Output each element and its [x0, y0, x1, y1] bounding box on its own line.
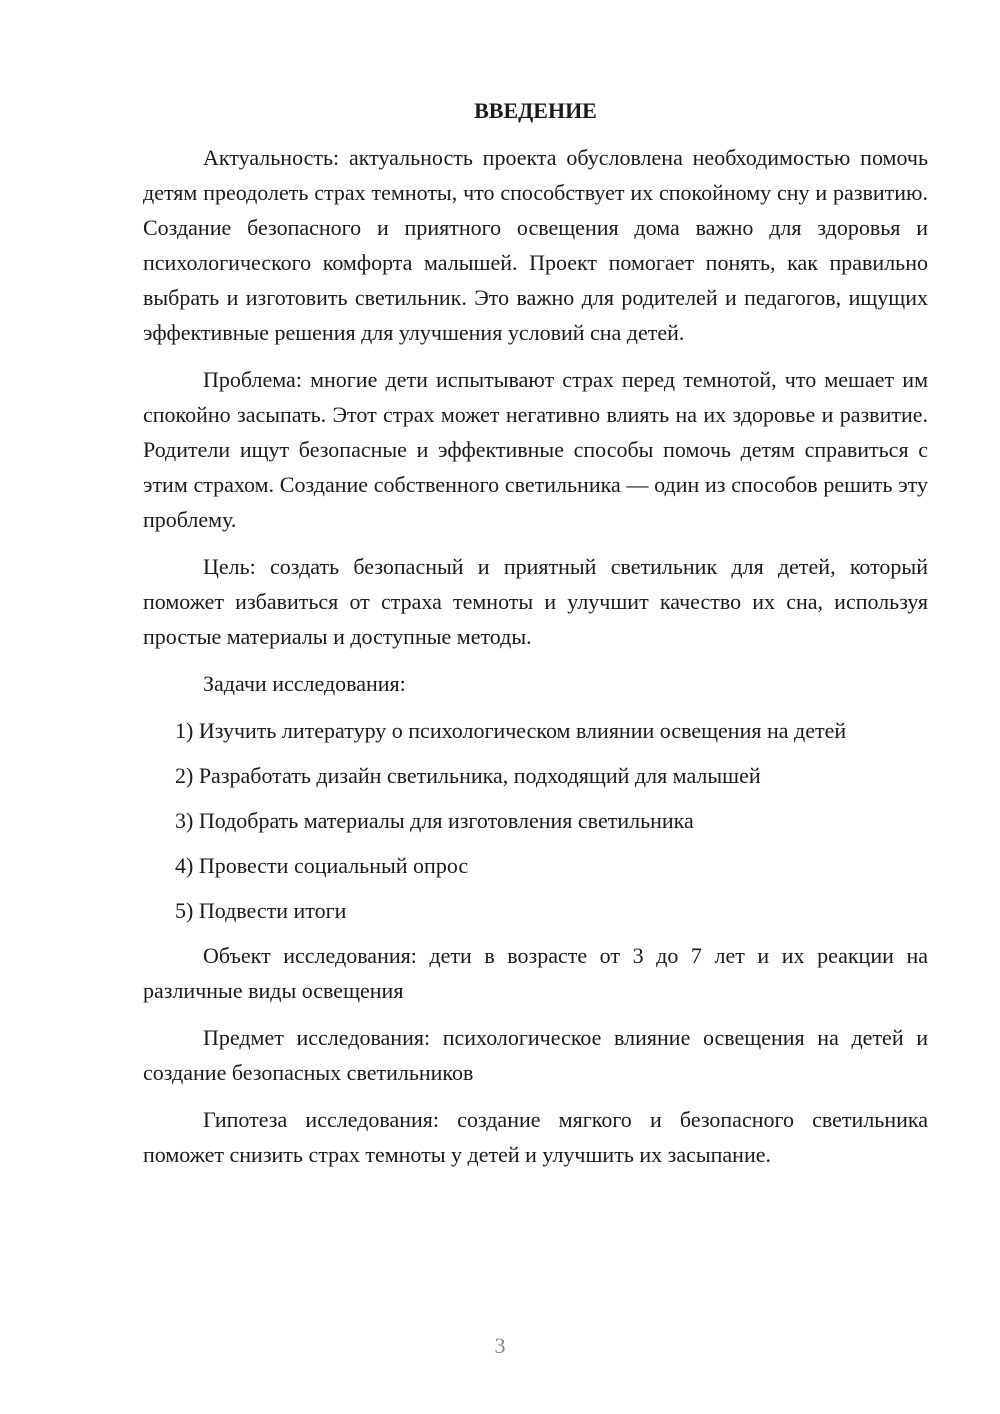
page-number: 3 [494, 1333, 506, 1358]
section-title: ВВЕДЕНИЕ [474, 98, 597, 123]
list-item: 4) Провести социальный опрос [175, 853, 469, 878]
relevance-paragraph: Актуальность: актуальность проекта обусловлена необходимостью помочь детям преодолеть страх темноты, что способствует их спокойному сну и развитию. Создание безопасного и приятного освещения дома важно для здоровья и психологического комфорта малышей. Проект помогает понять, как правильно выбрать и изготовить светильник. Это важно для родителей и педагогов, ищущих эффективные решения для улучшения условий сна детей. [143, 145, 928, 345]
hypothesis-paragraph: Гипотеза исследования: создание мягкого и безопасного светильника поможет снизить страх темноты у детей и улучшить их засыпание. [143, 1107, 928, 1167]
problem-paragraph: Проблема: многие дети испытывают страх перед темнотой, что мешает им спокойно засыпать. Этот страх может негативно влиять на их здоровье и развитие. Родители ищут безопасные и эффективные способы помочь детям справиться с этим страхом. Создание собственного светильника — один из способов решить эту проблему. [143, 367, 928, 532]
tasks-list [143, 713, 928, 928]
subject-paragraph: Предмет исследования: психологическое влияние освещения на детей и создание безопасных светильников [143, 1025, 928, 1085]
document-page [143, 96, 928, 1184]
object-paragraph: Объект исследования: дети в возрасте от 3 до 7 лет и их реакции на различные виды освещения [143, 943, 928, 1003]
list-item: 2) Разработать дизайн светильника, подходящий для малышей [175, 763, 761, 788]
list-item: 3) Подобрать материалы для изготовления светильника [175, 808, 694, 833]
list-item: 1) Изучить литературу о психологическом влиянии освещения на детей [175, 718, 847, 743]
list-item: 5) Подвести итоги [175, 898, 347, 923]
goal-paragraph: Цель: создать безопасный и приятный светильник для детей, который поможет избавиться от страха темноты и улучшит качество их сна, используя простые материалы и доступные методы. [143, 554, 928, 649]
tasks-heading: Задачи исследования: [203, 671, 406, 696]
